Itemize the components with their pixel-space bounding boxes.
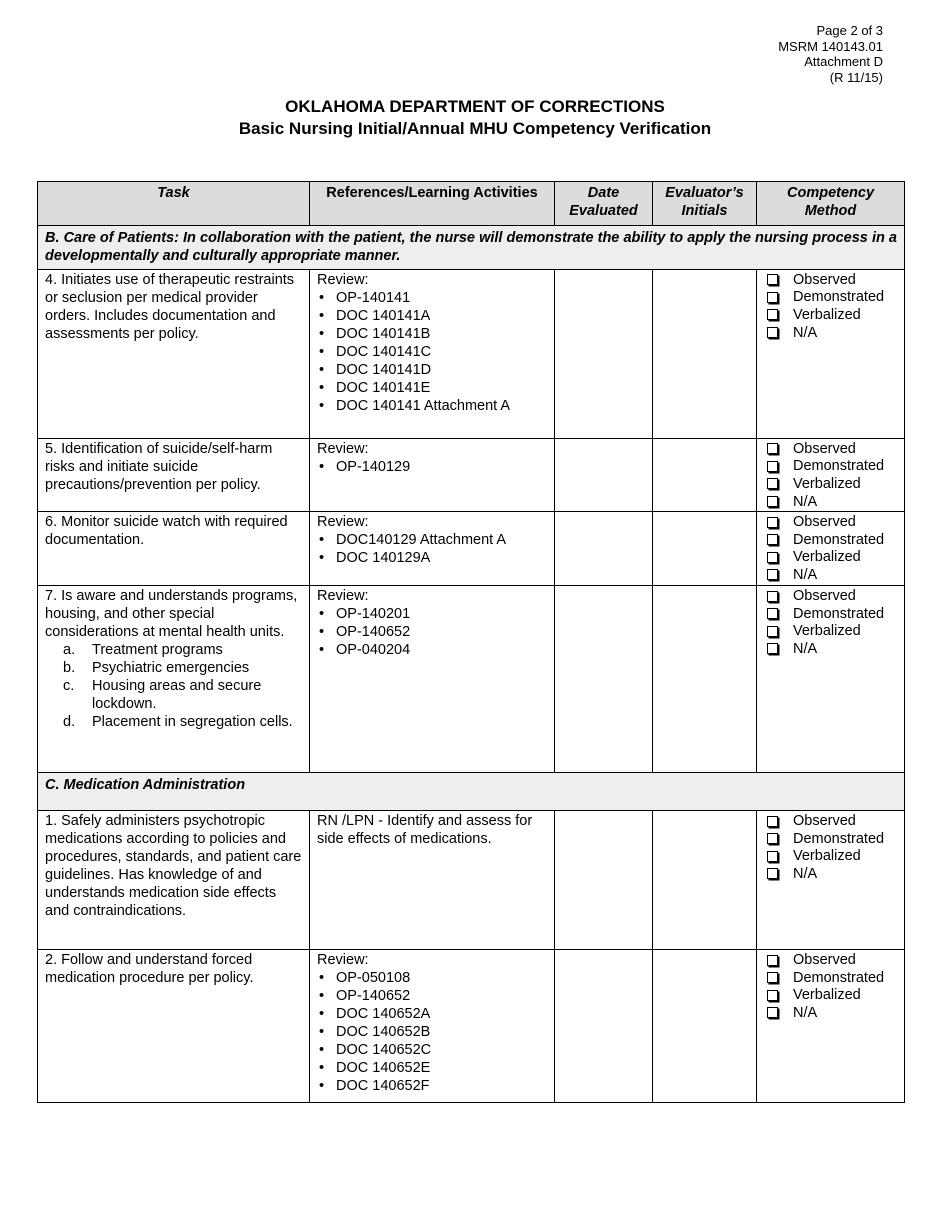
document-header-info [778,23,883,85]
competency-method-cell [757,586,905,773]
checkbox-icon[interactable] [767,496,778,507]
method-verbalized[interactable]: Verbalized [764,987,897,1005]
reference-item: • DOC 140652C [317,1041,547,1059]
reference-item: • DOC 140141B [317,325,547,343]
task-cell [38,586,310,773]
checkbox-icon[interactable] [767,990,778,1001]
reference-item: • DOC 140652E [317,1059,547,1077]
checkbox-icon[interactable] [767,626,778,637]
method-demonstrated[interactable]: Demonstrated [764,605,897,623]
checkbox-icon[interactable] [767,461,778,472]
method-observed[interactable]: Observed [764,951,897,969]
method-na[interactable]: N/A [764,640,897,658]
task-cell: 1. Safely administers psychotropic medications according to policies and procedures, standards, and patient care guidelines. Has knowledge of and understands medication side effects and contraindications. [38,811,310,950]
table-row [38,512,905,586]
competency-method-cell [757,512,905,586]
col-method-header: Competency Method [757,182,905,226]
refs-cell [310,439,555,512]
reference-list [317,605,547,659]
checkbox-icon[interactable] [767,816,778,827]
method-demonstrated[interactable]: Demonstrated [764,830,897,848]
col-task-header: Task [38,182,310,226]
reference-item: • OP-140652 [317,623,547,641]
checkbox-icon[interactable] [767,608,778,619]
reference-item: • OP-040204 [317,641,547,659]
checkbox-icon[interactable] [767,327,778,338]
col-initials-header: Evaluator’s Initials [653,182,757,226]
date-evaluated-cell[interactable] [555,439,653,512]
method-demonstrated[interactable]: Demonstrated [764,458,897,476]
subitem: d. Placement in segregation cells. [63,714,293,731]
subitem: a. Treatment programs [63,642,223,659]
revision-date: (R 11/15) [829,69,883,85]
subitem: b. Psychiatric emergencies [63,660,250,677]
checkbox-icon[interactable] [767,292,778,303]
reference-item: • OP-050108 [317,969,547,987]
checkbox-icon[interactable] [767,972,778,983]
method-verbalized[interactable]: Verbalized [764,848,897,866]
table-row [38,439,905,512]
method-demonstrated[interactable]: Demonstrated [764,531,897,549]
attachment-label: Attachment D [804,54,883,69]
method-observed[interactable]: Observed [764,271,897,289]
date-evaluated-cell[interactable] [555,270,653,439]
evaluator-initials-cell[interactable] [653,270,757,439]
reference-item: • DOC 140652A [317,1005,547,1023]
refs-cell [310,270,555,439]
reference-item: • DOC 140129A [317,549,547,567]
table-row [38,950,905,1103]
section-b-label: B. Care of Patients: In collaboration with the patient, the nurse will demonstrate the ability to apply the nursing process in a developmentally and culturally appropriate manner. [38,226,905,270]
checkbox-icon[interactable] [767,643,778,654]
method-demonstrated[interactable]: Demonstrated [764,969,897,987]
reference-item: • OP-140141 [317,289,547,307]
checkbox-icon[interactable] [767,1007,778,1018]
evaluator-initials-cell[interactable] [653,586,757,773]
table-row [38,270,905,439]
reference-item: • DOC 140652F [317,1077,547,1095]
method-verbalized[interactable]: Verbalized [764,623,897,641]
checkbox-icon[interactable] [767,868,778,879]
task-cell: 2. Follow and understand forced medication procedure per policy. [38,950,310,1103]
checkbox-icon[interactable] [767,955,778,966]
task-cell: 6. Monitor suicide watch with required documentation. [38,512,310,586]
method-verbalized[interactable]: Verbalized [764,549,897,567]
task-text: 7. Is aware and understands programs, housing, and other special considerations at mental health units. [45,588,298,641]
task-subitems [45,641,302,731]
checkbox-icon[interactable] [767,569,778,580]
reference-item: • DOC140129 Attachment A [317,531,547,549]
section-b-row [38,226,905,270]
date-evaluated-cell[interactable] [555,811,653,950]
review-label: Review: [317,952,369,969]
date-evaluated-cell[interactable] [555,586,653,773]
method-observed[interactable]: Observed [764,513,897,531]
reference-item: • OP-140652 [317,987,547,1005]
checkbox-icon[interactable] [767,833,778,844]
method-na[interactable]: N/A [764,566,897,584]
competency-table [37,181,905,1103]
competency-method-cell [757,950,905,1103]
section-c-row [38,773,905,811]
method-observed[interactable]: Observed [764,587,897,605]
reference-list [317,458,547,476]
checkbox-icon[interactable] [767,517,778,528]
reference-item: • DOC 140652B [317,1023,547,1041]
review-label: Review: [317,514,369,531]
checkbox-icon[interactable] [767,443,778,454]
date-evaluated-cell[interactable] [555,512,653,586]
reference-item: • OP-140129 [317,458,547,476]
task-cell: 5. Identification of suicide/self-harm risks and initiate suicide precautions/prevention per policy. [38,439,310,512]
refs-cell [310,586,555,773]
competency-method-cell [757,270,905,439]
checkbox-icon[interactable] [767,274,778,285]
checkbox-icon[interactable] [767,851,778,862]
page-number: Page 2 of 3 [816,23,883,38]
method-na[interactable]: N/A [764,865,897,883]
evaluator-initials-cell[interactable] [653,950,757,1103]
method-verbalized[interactable]: Verbalized [764,306,897,324]
method-na[interactable]: N/A [764,1004,897,1022]
table-row [38,811,905,950]
reference-item: • DOC 140141A [317,307,547,325]
method-observed[interactable]: Observed [764,440,897,458]
competency-method-cell [757,811,905,950]
task-cell: 4. Initiates use of therapeutic restraints or seclusion per medical provider orders. Includes documentation and assessments per policy. [38,270,310,439]
checkbox-icon[interactable] [767,309,778,320]
method-verbalized[interactable]: Verbalized [764,475,897,493]
date-evaluated-cell[interactable] [555,950,653,1103]
evaluator-initials-cell[interactable] [653,811,757,950]
refs-cell: RN /LPN - Identify and assess for side effects of medications. [310,811,555,950]
col-refs-header: References/Learning Activities [310,182,555,226]
department-title: OKLAHOMA DEPARTMENT OF CORRECTIONS [285,97,665,116]
review-label: Review: [317,272,369,288]
checkbox-icon[interactable] [767,591,778,602]
reference-item: • DOC 140141 Attachment A [317,397,547,415]
review-label: Review: [317,441,369,457]
reference-item: • OP-140201 [317,605,547,623]
method-na[interactable]: N/A [764,324,897,342]
subitem: c. Housing areas and secure lockdown. [63,678,262,713]
review-label: Review: [317,588,369,605]
method-demonstrated[interactable]: Demonstrated [764,289,897,307]
checkbox-icon[interactable] [767,534,778,545]
reference-list [317,969,547,1095]
evaluator-initials-cell[interactable] [653,512,757,586]
refs-cell [310,512,555,586]
document-number: MSRM 140143.01 [778,38,883,54]
form-title: Basic Nursing Initial/Annual MHU Competency Verification [238,119,712,138]
refs-cell [310,950,555,1103]
checkbox-icon[interactable] [767,552,778,563]
method-na[interactable]: N/A [764,493,897,511]
col-date-header: Date Evaluated [555,182,653,226]
reference-item: • DOC 140141C [317,343,547,361]
reference-item: • DOC 140141D [317,361,547,379]
method-observed[interactable]: Observed [764,812,897,830]
section-c-label: C. Medication Administration [38,773,905,811]
table-header-row [38,182,905,226]
reference-list [317,289,547,415]
reference-item: • DOC 140141E [317,379,547,397]
table-row [38,586,905,773]
competency-method-cell [757,439,905,512]
checkbox-icon[interactable] [767,478,778,489]
reference-list [317,531,547,567]
evaluator-initials-cell[interactable] [653,439,757,512]
